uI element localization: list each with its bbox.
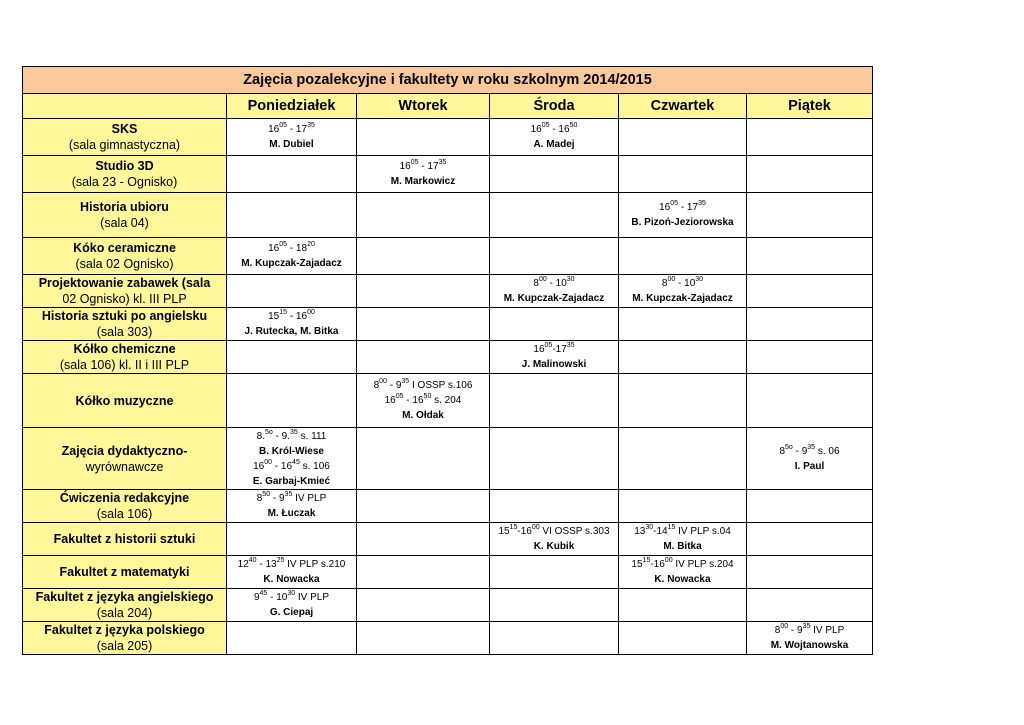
- activity-room: (sala 106) kl. II i III PLP: [59, 358, 190, 372]
- schedule-row: [23, 193, 873, 238]
- time-slot: $8^{00} - 10^{30}$: [661, 276, 704, 289]
- teacher-name: G. Ciepaj: [269, 607, 314, 618]
- teacher-name: K. Nowacka: [654, 574, 711, 585]
- schedule-cell-monday: [227, 156, 357, 193]
- schedule-cell-wednesday: [490, 341, 619, 374]
- teacher-name: M. Kupczak-Zajadacz: [503, 293, 605, 304]
- schedule-row: [23, 589, 873, 622]
- schedule-row: [23, 119, 873, 156]
- schedule-cell-thursday: [619, 523, 747, 556]
- schedule-cell-friday: [747, 622, 873, 655]
- activity-name-cell: [23, 589, 227, 622]
- activity-name-cell: [23, 374, 227, 428]
- activity-name: Ćwiczenia redakcyjne: [59, 491, 190, 505]
- schedule-cell-tuesday: [357, 490, 490, 523]
- schedule-cell-friday: [747, 156, 873, 193]
- title-row: [23, 67, 873, 94]
- schedule-cell-monday: [227, 374, 357, 428]
- schedule-row: [23, 275, 873, 308]
- schedule-cell-tuesday: [357, 193, 490, 238]
- schedule-cell-monday: [227, 622, 357, 655]
- teacher-name: B. Pizoń-Jeziorowska: [631, 217, 734, 228]
- schedule-cell-wednesday: [490, 374, 619, 428]
- teacher-name: M. Kupczak-Zajadacz: [632, 293, 733, 304]
- schedule-row: [23, 238, 873, 275]
- schedule-cell-wednesday: [490, 622, 619, 655]
- activity-name: Kółko muzyczne: [75, 393, 174, 408]
- activity-name-cell: [23, 428, 227, 490]
- activity-name: Projektowanie zabawek (sala: [38, 276, 211, 290]
- time-slot: 8.$^{5o}$ - 9.35 s. 111: [256, 428, 327, 442]
- activity-name: Fakultet z języka angielskiego: [35, 590, 214, 604]
- schedule-cell-friday: [747, 428, 873, 490]
- schedule-cell-thursday: [619, 119, 747, 156]
- activity-name: Fakultet z matematyki: [59, 565, 190, 579]
- activity-name: Kóko ceramiczne: [73, 241, 176, 255]
- activity-name-cell: [23, 193, 227, 238]
- schedule-row: [23, 622, 873, 655]
- activity-room: (sala 02 Ognisko): [75, 257, 174, 271]
- activity-name: Zajęcia dydaktyczno-: [61, 443, 188, 458]
- time-slot: $9^{45} - 10^{30}$ IV PLP: [253, 590, 330, 603]
- activity-name-cell: [23, 275, 227, 308]
- time-slot: $8^{00} - 10^{30}$: [533, 276, 575, 289]
- schedule-row: [23, 156, 873, 193]
- time-slot: $16^{05} - 16^{50}$ s. 204: [384, 393, 462, 406]
- schedule-cell-friday: [747, 490, 873, 523]
- schedule-cell-thursday: [619, 275, 747, 308]
- time-slot: $16^{05} - 17^{35}$: [659, 200, 706, 213]
- time-slot: $8^{00} - 9^{35}$ IV PLP: [774, 623, 845, 636]
- time-slot: $16^{05} - 18^{20}$: [268, 241, 315, 254]
- activity-name: Studio 3D: [95, 159, 154, 173]
- schedule-cell-friday: [747, 556, 873, 589]
- schedule-row: [23, 374, 873, 428]
- schedule-cell-wednesday: [490, 589, 619, 622]
- schedule-row: [23, 308, 873, 341]
- time-slot: $15^{15}-16^{00}$ VI OSSP s.303: [498, 524, 610, 537]
- schedule-cell-tuesday: [357, 341, 490, 374]
- time-slot: $8^{5o} - 9^{35}$ s. 06: [779, 443, 840, 457]
- activity-room: (sala 204): [96, 606, 153, 620]
- activity-name: Historia ubioru: [80, 200, 169, 214]
- schedule-cell-wednesday: [490, 238, 619, 275]
- schedule-row: [23, 428, 873, 490]
- teacher-name: K. Kubik: [533, 541, 575, 552]
- schedule-cell-tuesday: [357, 156, 490, 193]
- activity-name-cell: [23, 341, 227, 374]
- schedule-cell-friday: [747, 308, 873, 341]
- schedule-cell-monday: [227, 428, 357, 490]
- schedule-cell-monday: [227, 119, 357, 156]
- schedule-cell-thursday: [619, 622, 747, 655]
- schedule-cell-monday: [227, 556, 357, 589]
- time-slot: $8^{00} - 9^{35}$ I OSSP s.106: [373, 378, 473, 391]
- schedule-cell-monday: [227, 490, 357, 523]
- schedule-cell-monday: [227, 275, 357, 308]
- schedule-row: [23, 523, 873, 556]
- activity-name-cell: [23, 238, 227, 275]
- schedule-cell-thursday: [619, 193, 747, 238]
- schedule-cell-monday: [227, 308, 357, 341]
- day-header-thursday: Czwartek: [619, 94, 747, 119]
- activity-name-cell: [23, 308, 227, 341]
- schedule-cell-friday: [747, 119, 873, 156]
- schedule-cell-friday: [747, 589, 873, 622]
- header-empty-cell: [23, 94, 227, 119]
- schedule-cell-friday: [747, 341, 873, 374]
- schedule-cell-thursday: [619, 589, 747, 622]
- schedule-cell-wednesday: [490, 490, 619, 523]
- schedule-cell-friday: [747, 238, 873, 275]
- schedule-cell-friday: [747, 523, 873, 556]
- day-header-monday: Poniedziałek: [227, 94, 357, 119]
- schedule-cell-thursday: [619, 156, 747, 193]
- activity-name: SKS: [111, 122, 138, 136]
- schedule-cell-friday: [747, 275, 873, 308]
- teacher-name: E. Garbaj-Kmieć: [252, 475, 331, 487]
- schedule-cell-tuesday: [357, 428, 490, 490]
- teacher-name: M. Ołdak: [402, 410, 444, 421]
- schedule-cell-tuesday: [357, 308, 490, 341]
- day-header-friday: Piątek: [747, 94, 873, 119]
- schedule-cell-tuesday: [357, 622, 490, 655]
- activity-name-cell: [23, 556, 227, 589]
- activity-name-cell: [23, 523, 227, 556]
- day-header-tuesday: Wtorek: [357, 94, 490, 119]
- schedule-cell-tuesday: [357, 275, 490, 308]
- time-slot: $15^{15}-16^{00}$ IV PLP s.204: [631, 557, 734, 570]
- activity-room: (sala 04): [100, 216, 149, 230]
- activity-room: 02 Ognisko) kl. III PLP: [62, 292, 187, 306]
- schedule-cell-wednesday: [490, 308, 619, 341]
- teacher-name: M. Łuczak: [267, 508, 316, 519]
- activity-room: (sala 23 - Ognisko): [71, 175, 178, 189]
- schedule-cell-wednesday: [490, 556, 619, 589]
- schedule-cell-wednesday: [490, 428, 619, 490]
- schedule-cell-monday: [227, 193, 357, 238]
- teacher-name: M. Markowicz: [390, 176, 456, 187]
- schedule-cell-monday: [227, 523, 357, 556]
- activity-room: (sala 106): [96, 507, 153, 521]
- schedule-cell-tuesday: [357, 589, 490, 622]
- time-slot: $16^{05} - 17^{35}$: [268, 122, 315, 135]
- time-slot: $15^{15} - 16^{00}$: [268, 309, 315, 322]
- schedule-cell-thursday: [619, 490, 747, 523]
- schedule-cell-wednesday: [490, 119, 619, 156]
- time-slot: $16^{05} - 16^{50}$: [530, 122, 578, 135]
- activity-name-cell: [23, 490, 227, 523]
- teacher-name: M. Dubiel: [269, 139, 314, 150]
- time-slot: $16^{05}-17^{35}$: [533, 342, 575, 355]
- schedule-cell-thursday: [619, 238, 747, 275]
- time-slot: $16^{00} - 16^{45}$ s. 106: [253, 458, 330, 472]
- schedule-title: Zajęcia pozalekcyjne i fakultety w roku szkolnym 2014/2015: [23, 67, 873, 94]
- time-slot: $13^{30}-14^{15}$ IV PLP s.04: [634, 524, 731, 537]
- schedule-row: [23, 556, 873, 589]
- teacher-name: K. Nowacka: [263, 574, 320, 585]
- schedule-cell-monday: [227, 341, 357, 374]
- schedule-cell-monday: [227, 589, 357, 622]
- activity-name: Kółko chemiczne: [73, 342, 176, 356]
- time-slot: $12^{40} - 13^{25}$ IV PLP s.210: [237, 557, 346, 570]
- days-header-row: [23, 94, 873, 119]
- teacher-name: M. Kupczak-Zajadacz: [241, 258, 342, 269]
- activity-name-cell: [23, 119, 227, 156]
- schedule-row: [23, 341, 873, 374]
- schedule-cell-friday: [747, 193, 873, 238]
- teacher-name: J. Rutecka, M. Bitka: [244, 326, 339, 337]
- time-slot: $8^{50} - 9^{35}$ IV PLP: [256, 491, 327, 504]
- activity-name: Historia sztuki po angielsku: [41, 309, 208, 323]
- activity-name-cell: [23, 622, 227, 655]
- activity-room: (sala 303): [96, 325, 153, 339]
- schedule-cell-wednesday: [490, 275, 619, 308]
- schedule-cell-thursday: [619, 556, 747, 589]
- activity-name-cell: [23, 156, 227, 193]
- teacher-name: J. Malinowski: [521, 359, 587, 370]
- schedule-cell-friday: [747, 374, 873, 428]
- schedule-cell-monday: [227, 238, 357, 275]
- schedule-cell-tuesday: [357, 556, 490, 589]
- teacher-name: M. Bitka: [663, 541, 702, 552]
- schedule-cell-thursday: [619, 374, 747, 428]
- time-slot: $16^{05} - 17^{35}$: [399, 159, 447, 172]
- schedule-cell-thursday: [619, 341, 747, 374]
- teacher-name: I. Paul: [794, 460, 825, 472]
- activity-room: (sala 205): [96, 639, 153, 653]
- teacher-name: B. Król-Wiese: [259, 445, 324, 457]
- schedule-cell-wednesday: [490, 156, 619, 193]
- schedule-cell-wednesday: [490, 523, 619, 556]
- day-header-wednesday: Środa: [490, 94, 619, 119]
- schedule-cell-tuesday: [357, 374, 490, 428]
- schedule-cell-tuesday: [357, 119, 490, 156]
- schedule-cell-tuesday: [357, 523, 490, 556]
- activity-room: (sala gimnastyczna): [68, 138, 181, 152]
- schedule-cell-thursday: [619, 308, 747, 341]
- activity-name: Fakultet z języka polskiego: [44, 623, 205, 637]
- teacher-name: A. Madej: [533, 139, 575, 150]
- schedule-cell-thursday: [619, 428, 747, 490]
- activity-name: Fakultet z historii sztuki: [53, 532, 196, 546]
- schedule-row: [23, 490, 873, 523]
- teacher-name: M. Wojtanowska: [770, 640, 849, 651]
- schedule-cell-tuesday: [357, 238, 490, 275]
- schedule-cell-wednesday: [490, 193, 619, 238]
- schedule-table: [22, 66, 873, 655]
- activity-room: wyrównawcze: [85, 459, 164, 474]
